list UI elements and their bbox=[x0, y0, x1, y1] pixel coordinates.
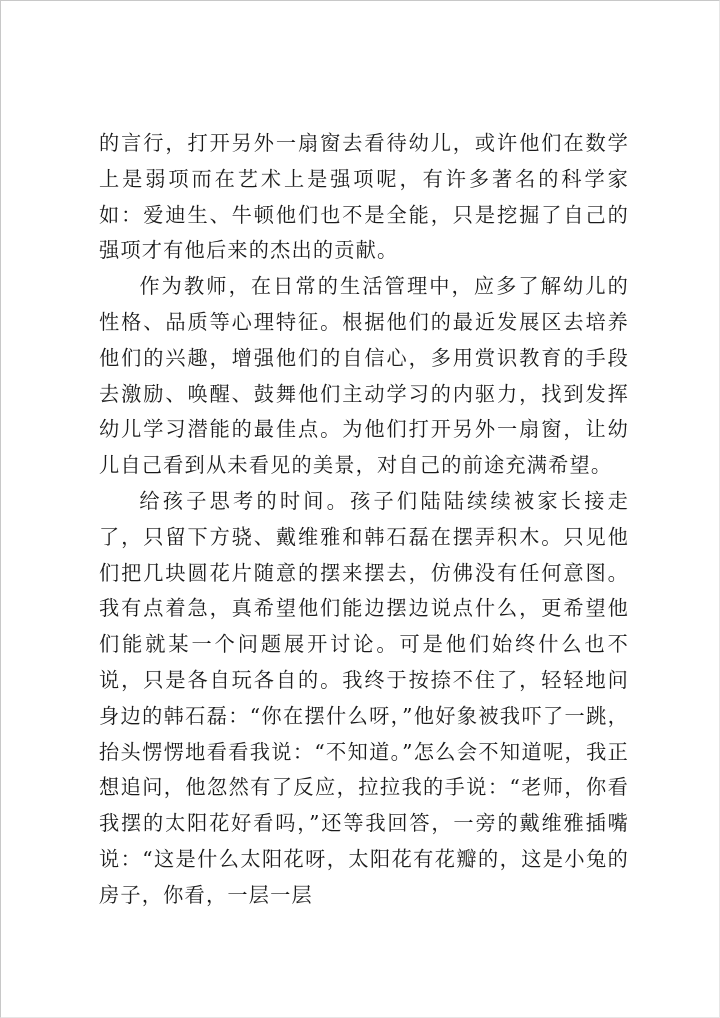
paragraph-1: 的言行，打开另外一扇窗去看待幼儿，或许他们在数学上是弱项而在艺术上是强项呢，有许多著名的科学家如：爱迪生、牛顿他们也不是全能，只是挖掘了自己的强项才有他后来的杰出的贡献。 bbox=[99, 131, 629, 263]
paragraph-3: 给孩子思考的时间。孩子们陆陆续续被家长接走了，只留下方骁、戴维雅和韩石磊在摆弄积木。只见他们把几块圆花片随意的摆来摆去，仿佛没有任何意图。我有点着急，真希望他们能边摆边说点什么，更希望他们能就某一个问题展开讨论。可是他们始终什么也不说，只是各自玩各自的。我终于按捺不住了，轻轻地问身边的韩石磊：“你在摆什么呀，”他好象被我吓了一跳，抬头愣愣地看看我说：“不知道。”怎么会不知道呢，我正想追问，他忽然有了反应，拉拉我的手说：“老师，你看我摆的太阳花好看吗，”还等我回答，一旁的戴维雅插嘴说：“这是什么太阳花呀，太阳花有花瓣的，这是小兔的房子，你看，一层一层 bbox=[99, 488, 629, 907]
paragraph-2: 作为教师，在日常的生活管理中，应多了解幼儿的性格、品质等心理特征。根据他们的最近发展区去培养他们的兴趣，增强他们的自信心，多用赏识教育的手段去激励、唤醒、鼓舞他们主动学习的内驱力，找到发挥幼儿学习潜能的最佳点。为他们打开另外一扇窗，让幼儿自己看到从未看见的美景，对自己的前途充满希望。 bbox=[99, 274, 629, 478]
body-text bbox=[99, 126, 629, 914]
